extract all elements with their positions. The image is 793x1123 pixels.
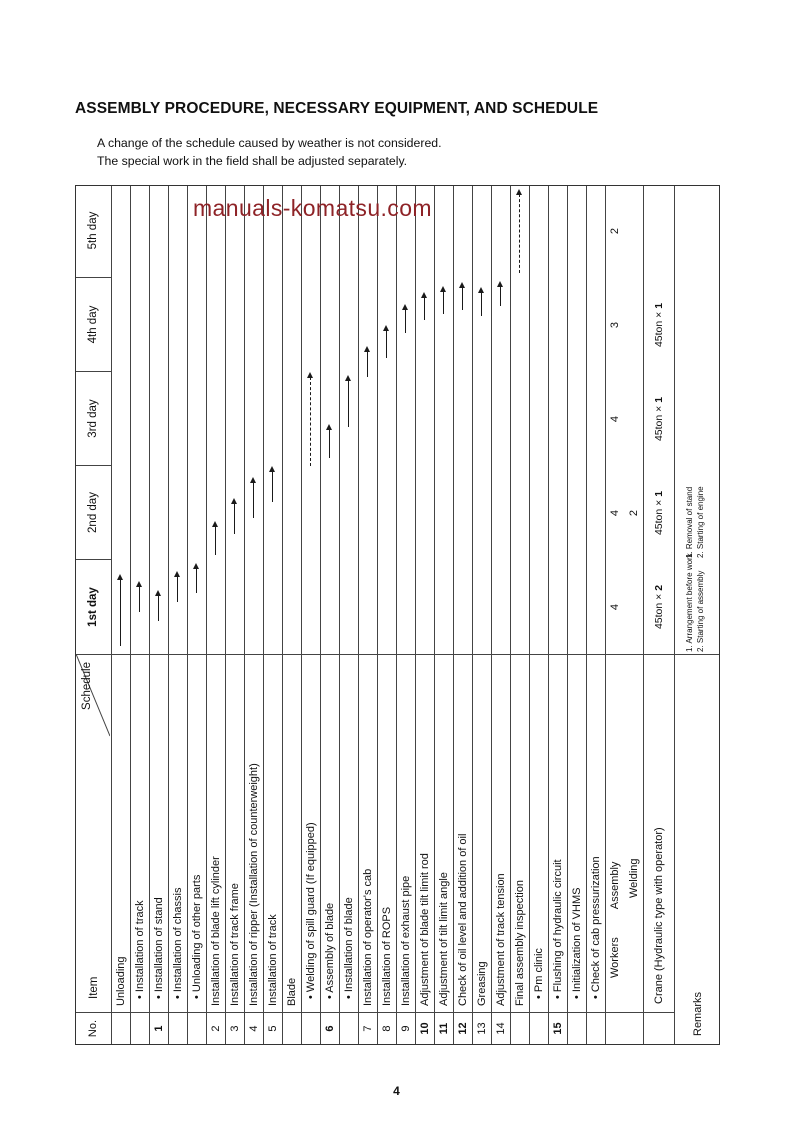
item-label: Installation of track — [264, 654, 282, 1012]
schedule-cell — [188, 185, 206, 654]
item-label: • Installation of blade — [340, 654, 358, 1012]
table-row — [245, 186, 264, 1044]
schedule-cell — [492, 185, 510, 654]
schedule-cell — [587, 185, 605, 654]
table-row — [397, 186, 416, 1044]
remarks-day-4 — [675, 278, 720, 372]
item-label: Check of oil level and addition of oil — [454, 654, 472, 1012]
item-number — [530, 1012, 548, 1044]
item-number: 12 — [454, 1012, 472, 1044]
item-number: 5 — [264, 1012, 282, 1044]
item-label: Installation of blade lift cylinder — [207, 654, 225, 1012]
page-title: ASSEMBLY PROCEDURE, NECESSARY EQUIPMENT, AND SCHEDULE — [75, 100, 599, 117]
note-line-1: A change of the schedule caused by weather is not considered. — [97, 136, 442, 150]
item-label: Installation of operator's cab — [359, 654, 377, 1012]
table-row — [359, 186, 378, 1044]
item-label: Installation of ROPS — [378, 654, 396, 1012]
remarks-day-1: 1. Arrangement before work 2. Starting of assembly — [685, 553, 705, 652]
remarks-row — [675, 186, 720, 1044]
item-label: Installation of track frame — [226, 654, 244, 1012]
item-number — [587, 1012, 605, 1044]
item-label: • Check of cab pressurization — [587, 654, 605, 1012]
crane-day-2: 45ton × 1 — [653, 490, 665, 536]
item-number: 11 — [435, 1012, 453, 1044]
schedule-cell — [378, 185, 396, 654]
schedule-cell — [245, 185, 263, 654]
item-number — [511, 1012, 529, 1044]
table-row — [473, 186, 492, 1044]
item-label: Final assembly inspection — [511, 654, 529, 1012]
table-row — [340, 186, 359, 1044]
table-row — [207, 186, 226, 1044]
schedule-cell — [264, 185, 282, 654]
remarks-day-3 — [675, 372, 720, 466]
table-header-row — [76, 186, 112, 1044]
item-number: 9 — [397, 1012, 415, 1044]
table-row — [302, 186, 321, 1044]
item-number: 10 — [416, 1012, 434, 1044]
schedule-cell — [150, 185, 168, 654]
crane-day-4: 45ton × 1 — [653, 302, 665, 348]
schedule-cell — [473, 185, 491, 654]
schedule-cell — [226, 185, 244, 654]
item-label: • Unloading of other parts — [188, 654, 206, 1012]
schedule-cell — [454, 185, 472, 654]
schedule-cell — [283, 185, 301, 654]
header-item-schedule — [76, 654, 111, 1012]
table-row — [321, 186, 340, 1044]
schedule-cell — [340, 185, 358, 654]
item-label: • Installation of track — [131, 654, 149, 1012]
item-label: Unloading — [112, 654, 130, 1012]
schedule-table — [75, 185, 720, 1045]
table-row — [378, 186, 397, 1044]
schedule-cell — [169, 185, 187, 654]
workers-no-cell — [606, 1012, 643, 1044]
workers-label-cell — [606, 654, 643, 1012]
item-number: 15 — [549, 1012, 567, 1044]
schedule-cell — [359, 185, 377, 654]
remarks-day-5 — [675, 185, 720, 278]
table-row — [264, 186, 283, 1044]
table-row — [435, 186, 454, 1044]
item-number — [568, 1012, 586, 1044]
item-label: • Installation of chassis — [169, 654, 187, 1012]
workers-day-4: 3 — [609, 321, 621, 329]
item-number — [283, 1012, 301, 1044]
schedule-cell — [435, 185, 453, 654]
header-no: No. — [76, 1012, 111, 1044]
item-label: Adjustment of tilt limit angle — [435, 654, 453, 1012]
table-row — [568, 186, 587, 1044]
table-row — [416, 186, 435, 1044]
table-row — [112, 186, 131, 1044]
workers-day-1: 4 — [609, 603, 621, 611]
workers-label: Workers — [609, 937, 621, 978]
item-label: • Pm clinic — [530, 654, 548, 1012]
crane-values — [644, 185, 674, 654]
remarks-label-cell — [675, 654, 720, 1044]
table-row — [492, 186, 511, 1044]
note-line-2: The special work in the field shall be adjusted separately. — [97, 154, 408, 168]
table-row — [169, 186, 188, 1044]
table-row — [511, 186, 530, 1044]
item-number: 3 — [226, 1012, 244, 1044]
schedule-cell — [568, 185, 586, 654]
table-row — [587, 186, 606, 1044]
item-number: 1 — [150, 1012, 168, 1044]
crane-day-1: 45ton × 2 — [653, 584, 665, 630]
table-row — [549, 186, 568, 1044]
workers-welding-label: Welding — [628, 858, 640, 898]
intro-notes — [97, 134, 442, 170]
workers-values — [606, 185, 643, 654]
page-number: 4 — [393, 1084, 400, 1098]
item-label: • Welding of spill guard (If equipped) — [302, 654, 320, 1012]
item-label: • Assembly of blade — [321, 654, 339, 1012]
crane-row — [644, 186, 675, 1044]
crane-label: Crane (Hydraulic type with operator) — [653, 827, 665, 1004]
remarks-day-2: 1. Removal of stand 2. Starting of engine — [685, 486, 705, 558]
table-row — [226, 186, 245, 1044]
item-label: Greasing — [473, 654, 491, 1012]
workers-day-2: 4 2 — [609, 509, 640, 517]
item-number: 8 — [378, 1012, 396, 1044]
schedule-cell — [302, 185, 320, 654]
table-row — [188, 186, 207, 1044]
schedule-cell — [207, 185, 225, 654]
item-label: Adjustment of track tension — [492, 654, 510, 1012]
item-label: • Flushing of hydraulic circuit — [549, 654, 567, 1012]
header-day-2: 2nd day — [76, 466, 111, 560]
table-row — [530, 186, 549, 1044]
crane-day-3: 45ton × 1 — [653, 396, 665, 442]
item-number: 2 — [207, 1012, 225, 1044]
workers-row — [606, 186, 644, 1044]
watermark: manuals-komatsu.com — [193, 195, 432, 221]
workers-day-3: 4 — [609, 415, 621, 423]
header-day-4: 4th day — [76, 278, 111, 372]
remarks-label: Remarks — [692, 991, 704, 1036]
item-number: 4 — [245, 1012, 263, 1044]
table-row — [131, 186, 150, 1044]
header-day-1: 1st day — [87, 587, 99, 627]
remarks-values — [675, 185, 720, 654]
item-label: • Initialization of VHMS — [568, 654, 586, 1012]
schedule-cell — [549, 185, 567, 654]
header-schedule-label: Schedule — [81, 662, 93, 710]
item-number — [169, 1012, 187, 1044]
item-label: Installation of exhaust pipe — [397, 654, 415, 1012]
workers-day-5: 2 — [609, 227, 621, 235]
table-row — [283, 186, 302, 1044]
item-label: Installation of ripper (Installation of counterweight) — [245, 654, 263, 1012]
item-number: 6 — [321, 1012, 339, 1044]
item-label: Blade — [283, 654, 301, 1012]
table-row — [454, 186, 473, 1044]
schedule-cell — [397, 185, 415, 654]
header-day-3: 3rd day — [76, 372, 111, 466]
item-label: • Installation of stand — [150, 654, 168, 1012]
item-number: 14 — [492, 1012, 510, 1044]
item-number: 7 — [359, 1012, 377, 1044]
header-day-5: 5th day — [76, 185, 111, 278]
crane-label-cell — [644, 654, 674, 1012]
schedule-cell — [112, 185, 130, 654]
schedule-cell — [511, 185, 529, 654]
item-label: Adjustment of blade tilt limit rod — [416, 654, 434, 1012]
schedule-cell — [530, 185, 548, 654]
crane-no-cell — [644, 1012, 674, 1044]
workers-assembly-label: Assembly — [609, 861, 621, 910]
item-number — [188, 1012, 206, 1044]
item-number — [302, 1012, 320, 1044]
item-number: 13 — [473, 1012, 491, 1044]
item-number — [340, 1012, 358, 1044]
header-item-label: Item — [88, 976, 100, 999]
schedule-cell — [131, 185, 149, 654]
item-number — [131, 1012, 149, 1044]
schedule-cell — [416, 185, 434, 654]
item-number — [112, 1012, 130, 1044]
table-row — [150, 186, 169, 1044]
schedule-cell — [321, 185, 339, 654]
